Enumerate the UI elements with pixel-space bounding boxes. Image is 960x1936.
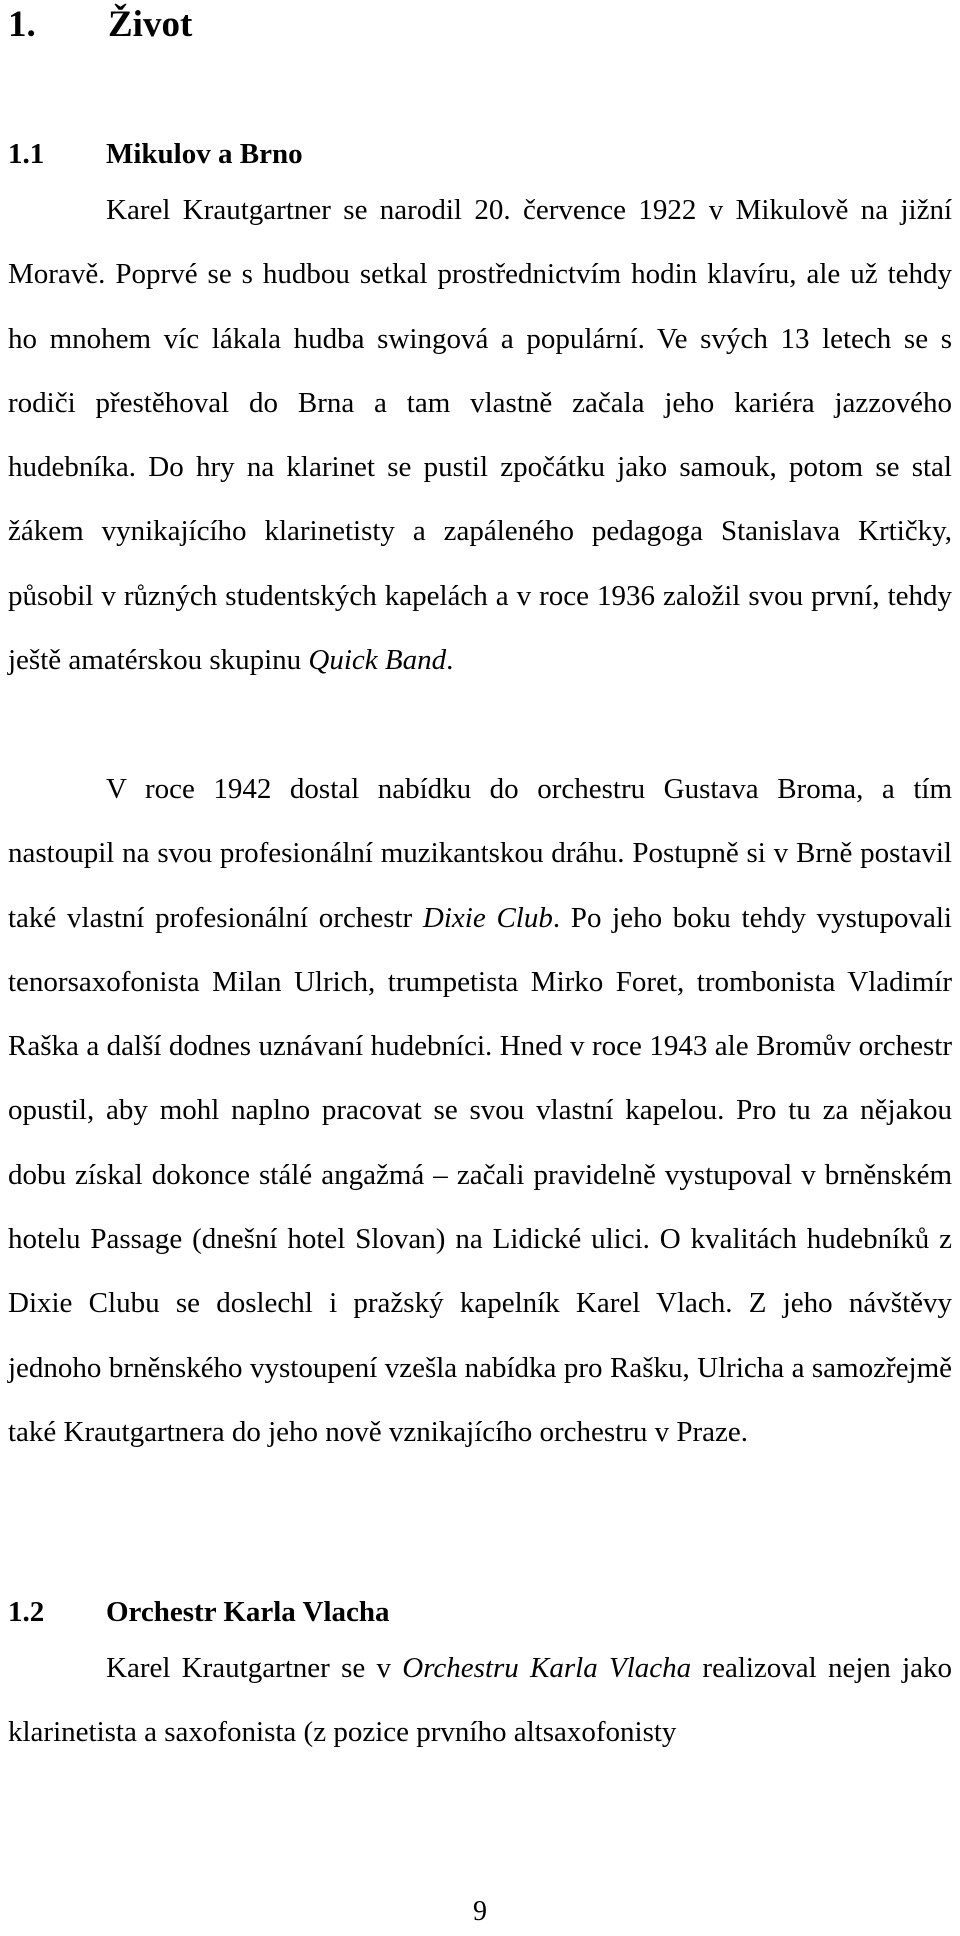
chapter-title: Život: [108, 4, 193, 45]
section-number: 1.1: [8, 138, 45, 170]
chapter-number: 1.: [8, 4, 36, 45]
orchestra-name: Orchestru Karla Vlacha: [402, 1652, 692, 1684]
paragraph-text: .: [446, 644, 454, 677]
paragraph-text: V roce 1942 dostal nabídku do orchestru Gustava Broma, a tím nastoupil na svou profesionální muzikantskou dráhu. Postupně si v Brně postavil také vlastní profesionální orchestr: [8, 773, 952, 934]
paragraph-career-start: [8, 757, 952, 1464]
paragraph-text: . Po jeho boku tehdy vystupovali tenorsaxofonista Milan Ulrich, trumpetista Mirko Foret, trombonista Vladimír Raška a další dodnes uznávaní hudebníci. Hned v roce 1943 ale Bromův orchestr opustil, aby mohl naplno pracovat se svou vlastní kapelou. Pro tu za nějakou dobu získal dokonce stálé angažmá – začali pravidelně vystupoval v brněnském hotelu Passage (dnešní hotel Slovan) na Lidické ulici. O kvalitách hudebníků z Dixie Clubu se doslechl i pražský kapelník Karel Vlach. Z jeho návštěvy jednoho brněnského vystoupení vzešla nabídka pro Rašku, Ulricha a samozřejmě také Krautgartnera do jeho nově vznikajícího orchestru v Praze.: [8, 901, 952, 1448]
section-number: 1.2: [8, 1596, 45, 1628]
band-name-dixie-club: Dixie Club: [422, 901, 553, 934]
section-title: Mikulov a Brno: [106, 138, 303, 170]
section-heading-1-2: [8, 1592, 390, 1632]
paragraph-text: Karel Krautgartner se v: [106, 1652, 403, 1684]
chapter-heading: [8, 0, 192, 50]
paragraph-vlach-orchestra: [8, 1636, 952, 1765]
page-number: 9: [473, 1896, 487, 1927]
paragraph-early-life: [8, 178, 952, 692]
paragraph-text: Karel Krautgartner se narodil 20. července 1922 v Mikulově na jižní Moravě. Poprvé se s hudbou setkal prostřednictvím hodin klavíru, ale už tehdy ho mnohem víc lákala hudba swingová a populární. Ve svých 13 letech se s rodiči přestěhoval do Brna a tam vlastně začala jeho kariéra jazzového hudebníka. Do hry na klarinet se pustil zpočátku jako samouk, potom se stal žákem vynikajícího klarinetisty a zapáleného pedagoga Stanislava Krtičky, působil v různých studentských kapelách a v roce 1936 založil svou první, tehdy ještě amatérskou skupinu: [8, 194, 952, 677]
band-name-quick-band: Quick Band: [308, 644, 447, 677]
paragraph-text: realizoval nejen jako klarinetista a saxofonista (z pozice prvního altsaxofonisty: [8, 1652, 952, 1749]
section-title: Orchestr Karla Vlacha: [106, 1596, 390, 1628]
section-heading-1-1: [8, 134, 303, 174]
